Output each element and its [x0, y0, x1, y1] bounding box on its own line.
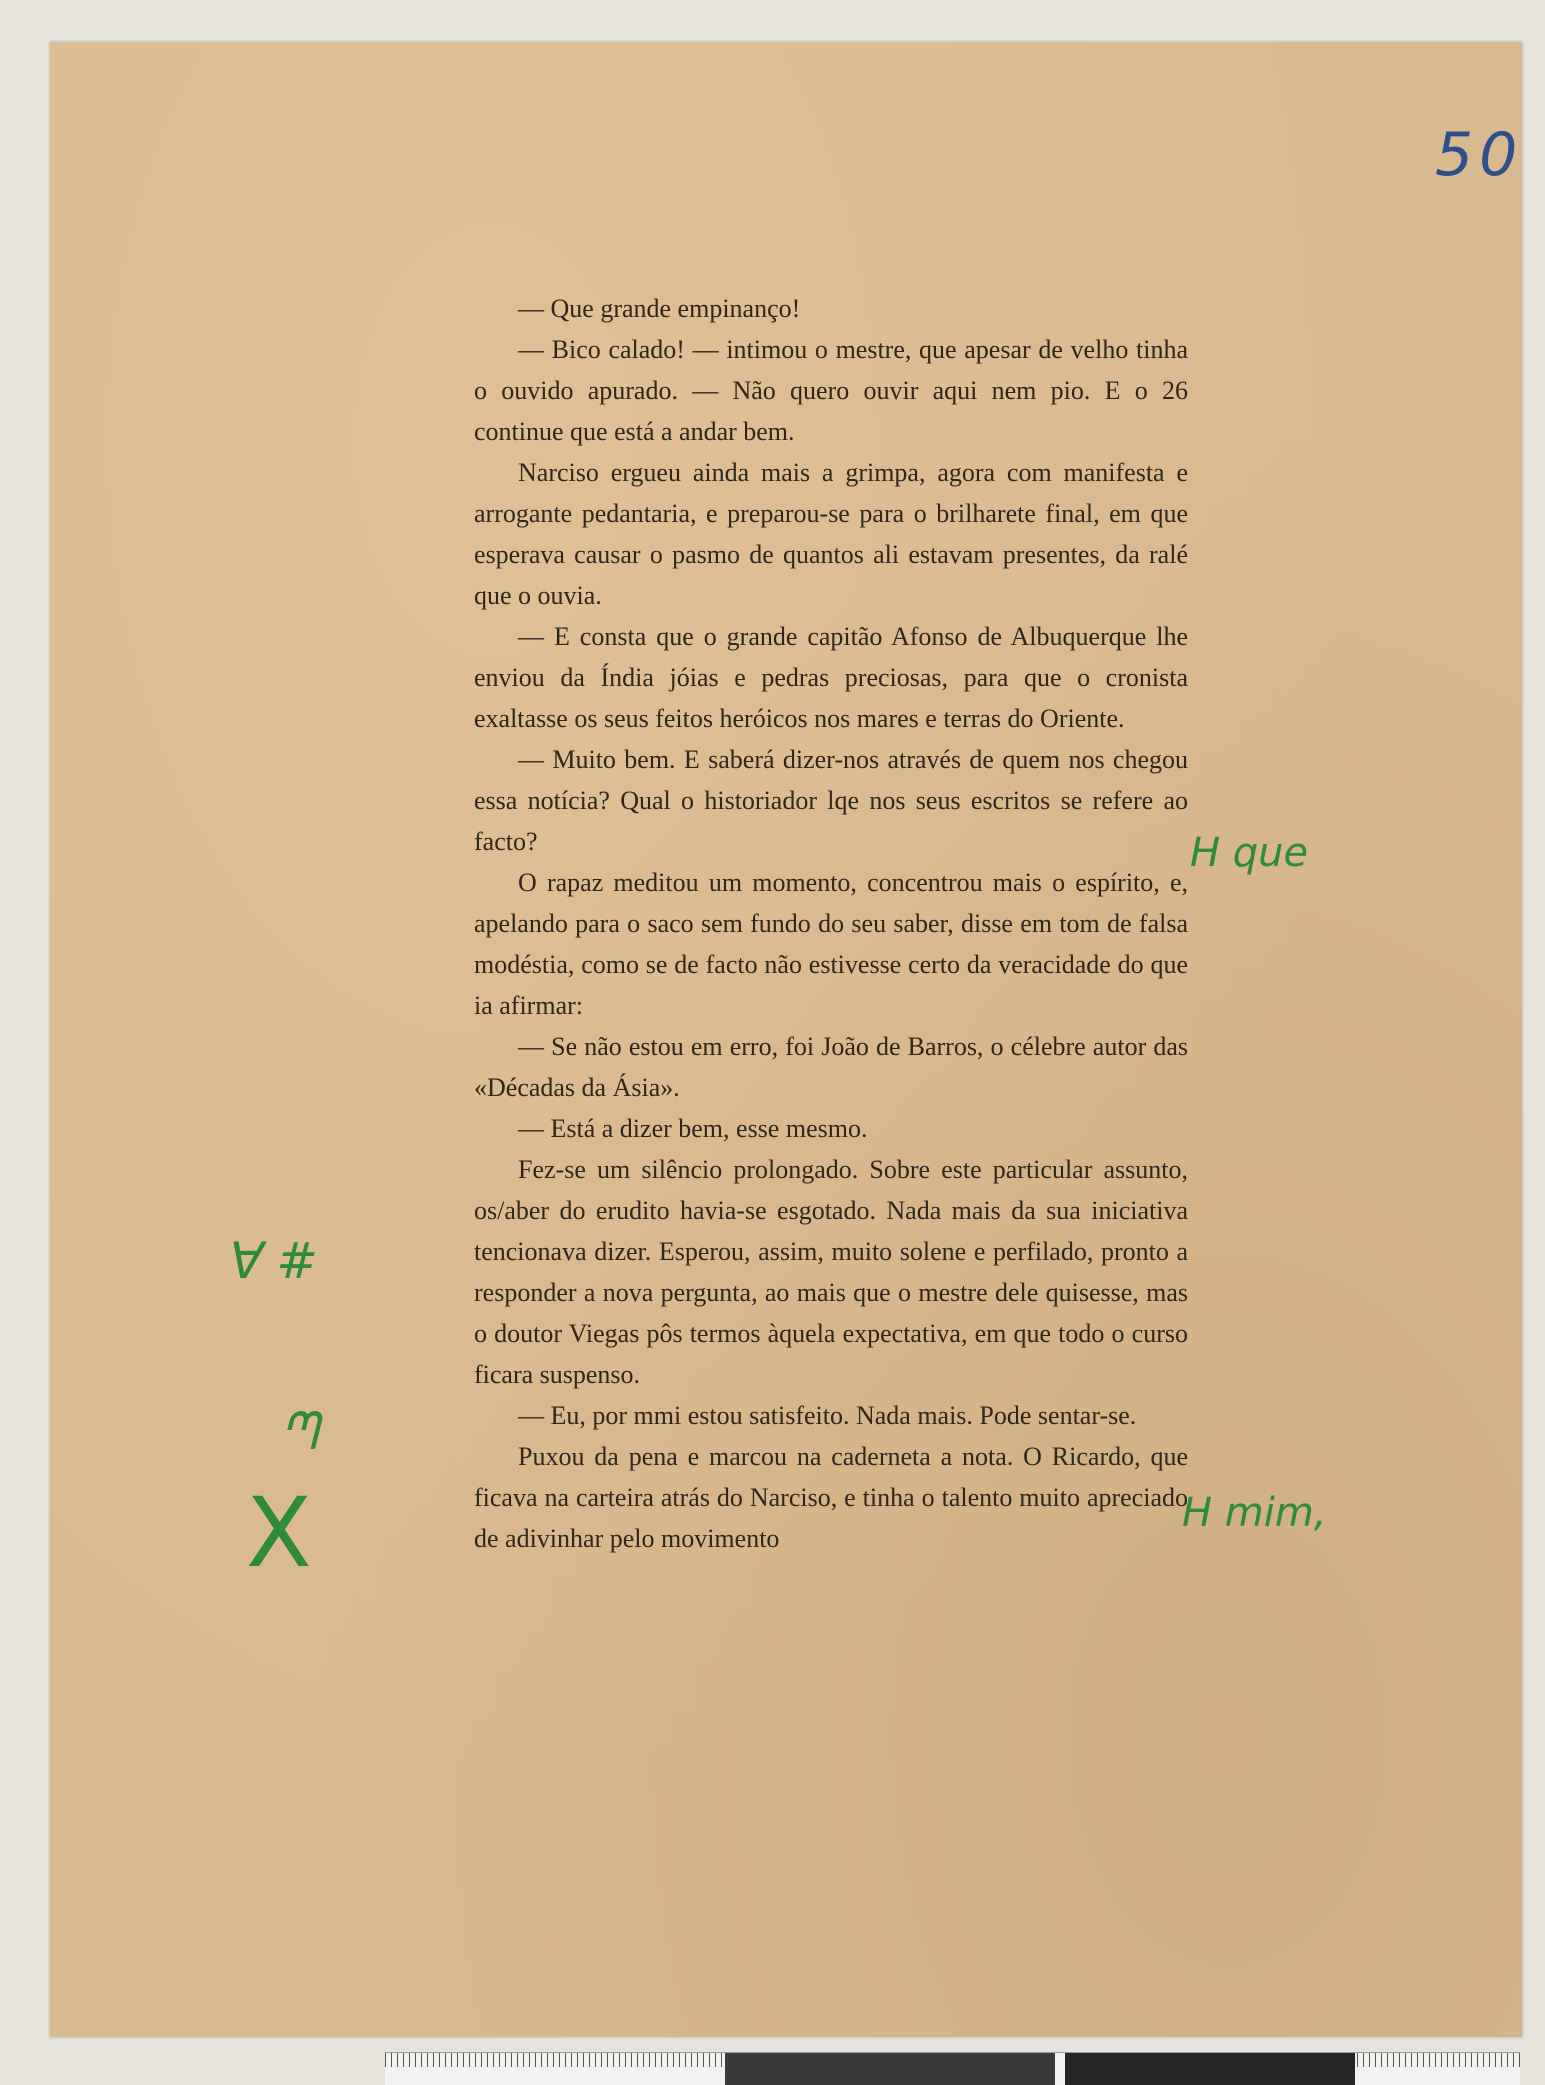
margin-note-right-mim: H mim,: [1182, 1490, 1327, 1536]
paragraph-8: — Está a dizer bem, esse mesmo.: [518, 1114, 868, 1143]
margin-note-left-symbols: ꓯ #: [226, 1232, 318, 1290]
ruler-dark-block-2: [1055, 2053, 1065, 2085]
paragraph-7: — Se não estou em erro, foi João de Barros, o célebre autor das «Décadas da Ásia».: [474, 1032, 1188, 1102]
typed-text-block: [474, 288, 1188, 1559]
margin-note-right-que: H que: [1190, 830, 1309, 876]
paragraph-5: — Muito bem. E saberá dizer-nos através de quem nos chegou essa notícia? Qual o historiador lqe nos seus escritos se refere ao facto?: [474, 745, 1188, 856]
paragraph-1: — Que grande empinanço!: [518, 294, 801, 323]
ruler-dark-block-1: [725, 2053, 1065, 2085]
paragraph-2: — Bico calado! — intimou o mestre, que apesar de velho tinha o ouvido apurado. — Não quero ouvir aqui nem pio. E o 26 continue que está a andar bem.: [474, 335, 1188, 446]
margin-note-left-mark: ᘉ: [280, 1402, 318, 1462]
paragraph-6: O rapaz meditou um momento, concentrou mais o espírito, e, apelando para o saco sem fundo do seu saber, disse em tom de falsa modéstia, como se de facto não estivesse certo da veracidade do que ia afirmar:: [474, 868, 1188, 1020]
manuscript-page: [50, 42, 1522, 2037]
page-number: 50: [1435, 120, 1524, 190]
margin-note-left-x: X: [246, 1477, 312, 1589]
paragraph-4: — E consta que o grande capitão Afonso de Albuquerque lhe enviou da Índia jóias e pedras preciosas, para que o cronista exaltasse os seus feitos heróicos nos mares e terras do Oriente.: [474, 622, 1188, 733]
paragraph-11: Puxou da pena e marcou na caderneta a nota. O Ricardo, que ficava na carteira atrás do Narciso, e tinha o talento muito apreciado de adivinhar pelo movimento: [474, 1442, 1188, 1553]
paragraph-10: — Eu, por mmi estou satisfeito. Nada mais. Pode sentar-se.: [518, 1401, 1137, 1430]
paragraph-3: Narciso ergueu ainda mais a grimpa, agora com manifesta e arrogante pedantaria, e preparou-se para o brilharete final, em que esperava causar o pasmo de quantos ali estavam presentes, da ralé que o ouvia.: [474, 458, 1188, 610]
paragraph-9: Fez-se um silêncio prolongado. Sobre este particular assunto, os/aber do erudito havia-se esgotado. Nada mais da sua iniciativa tencionava dizer. Esperou, assim, muito solene e perfilado, pronto a responder a nova pergunta, ao mais que o mestre dele quisesse, mas o doutor Viegas pôs termos àquela expectativa, em que todo o curso ficara suspenso.: [474, 1155, 1188, 1389]
ruler-dark-block-3: [1065, 2053, 1355, 2085]
scale-ruler: [385, 2052, 1520, 2085]
